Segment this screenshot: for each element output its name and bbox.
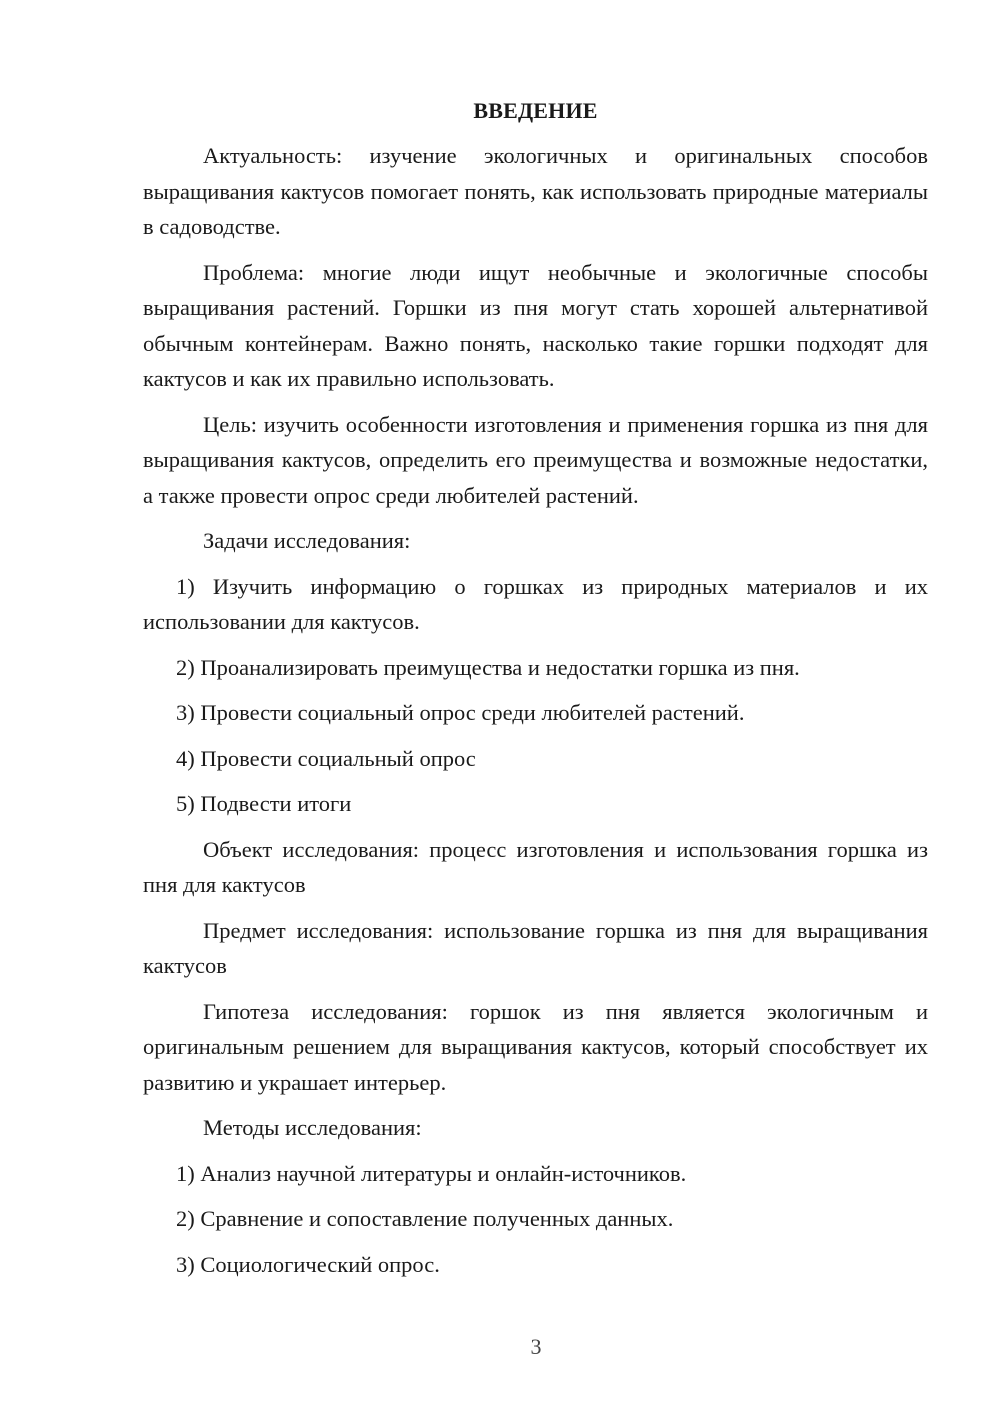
- methods-heading: Методы исследования:: [203, 1115, 422, 1140]
- problem-paragraph: Проблема: многие люди ищут необычные и экологичные способы выращивания растений. Горшки из пня могут стать хорошей альтернативой обычным контейнерам. Важно понять, насколько такие горшки подходят для кактусов и как их правильно использовать.: [143, 259, 928, 391]
- task-item-2: 2) Проанализировать преимущества и недостатки горшка из пня.: [176, 654, 800, 680]
- hypothesis-paragraph: Гипотеза исследования: горшок из пня является экологичным и оригинальным решением для выращивания кактусов, который способствует их развитию и украшает интерьер.: [143, 998, 928, 1095]
- method-item-1: 1) Анализ научной литературы и онлайн-источников.: [176, 1160, 687, 1186]
- relevance-paragraph: Актуальность: изучение экологичных и оригинальных способов выращивания кактусов помогает понять, как использовать природные материалы в садоводстве.: [143, 143, 928, 239]
- subject-paragraph: Предмет исследования: использование горшка из пня для выращивания кактусов: [143, 917, 928, 978]
- task-item-4: 4) Провести социальный опрос: [176, 745, 476, 771]
- goal-paragraph: Цель: изучить особенности изготовления и применения горшка из пня для выращивания кактусов, определить его преимущества и возможные недостатки, а также провести опрос среди любителей растений.: [143, 411, 928, 508]
- page-number: 3: [530, 1334, 542, 1359]
- tasks-heading: Задачи исследования:: [203, 528, 411, 553]
- task-item-1: 1) Изучить информацию о горшках из природных материалов и их использовании для кактусов.: [143, 573, 928, 634]
- task-item-5: 5) Подвести итоги: [176, 791, 352, 816]
- page-content: [143, 94, 928, 1282]
- page-title: ВВЕДЕНИЕ: [473, 98, 598, 123]
- method-item-2: 2) Сравнение и сопоставление полученных данных.: [176, 1206, 674, 1231]
- method-item-3: 3) Социологический опрос.: [176, 1251, 440, 1277]
- task-item-3: 3) Провести социальный опрос среди любителей растений.: [176, 700, 745, 725]
- object-paragraph: Объект исследования: процесс изготовления и использования горшка из пня для кактусов: [143, 836, 928, 897]
